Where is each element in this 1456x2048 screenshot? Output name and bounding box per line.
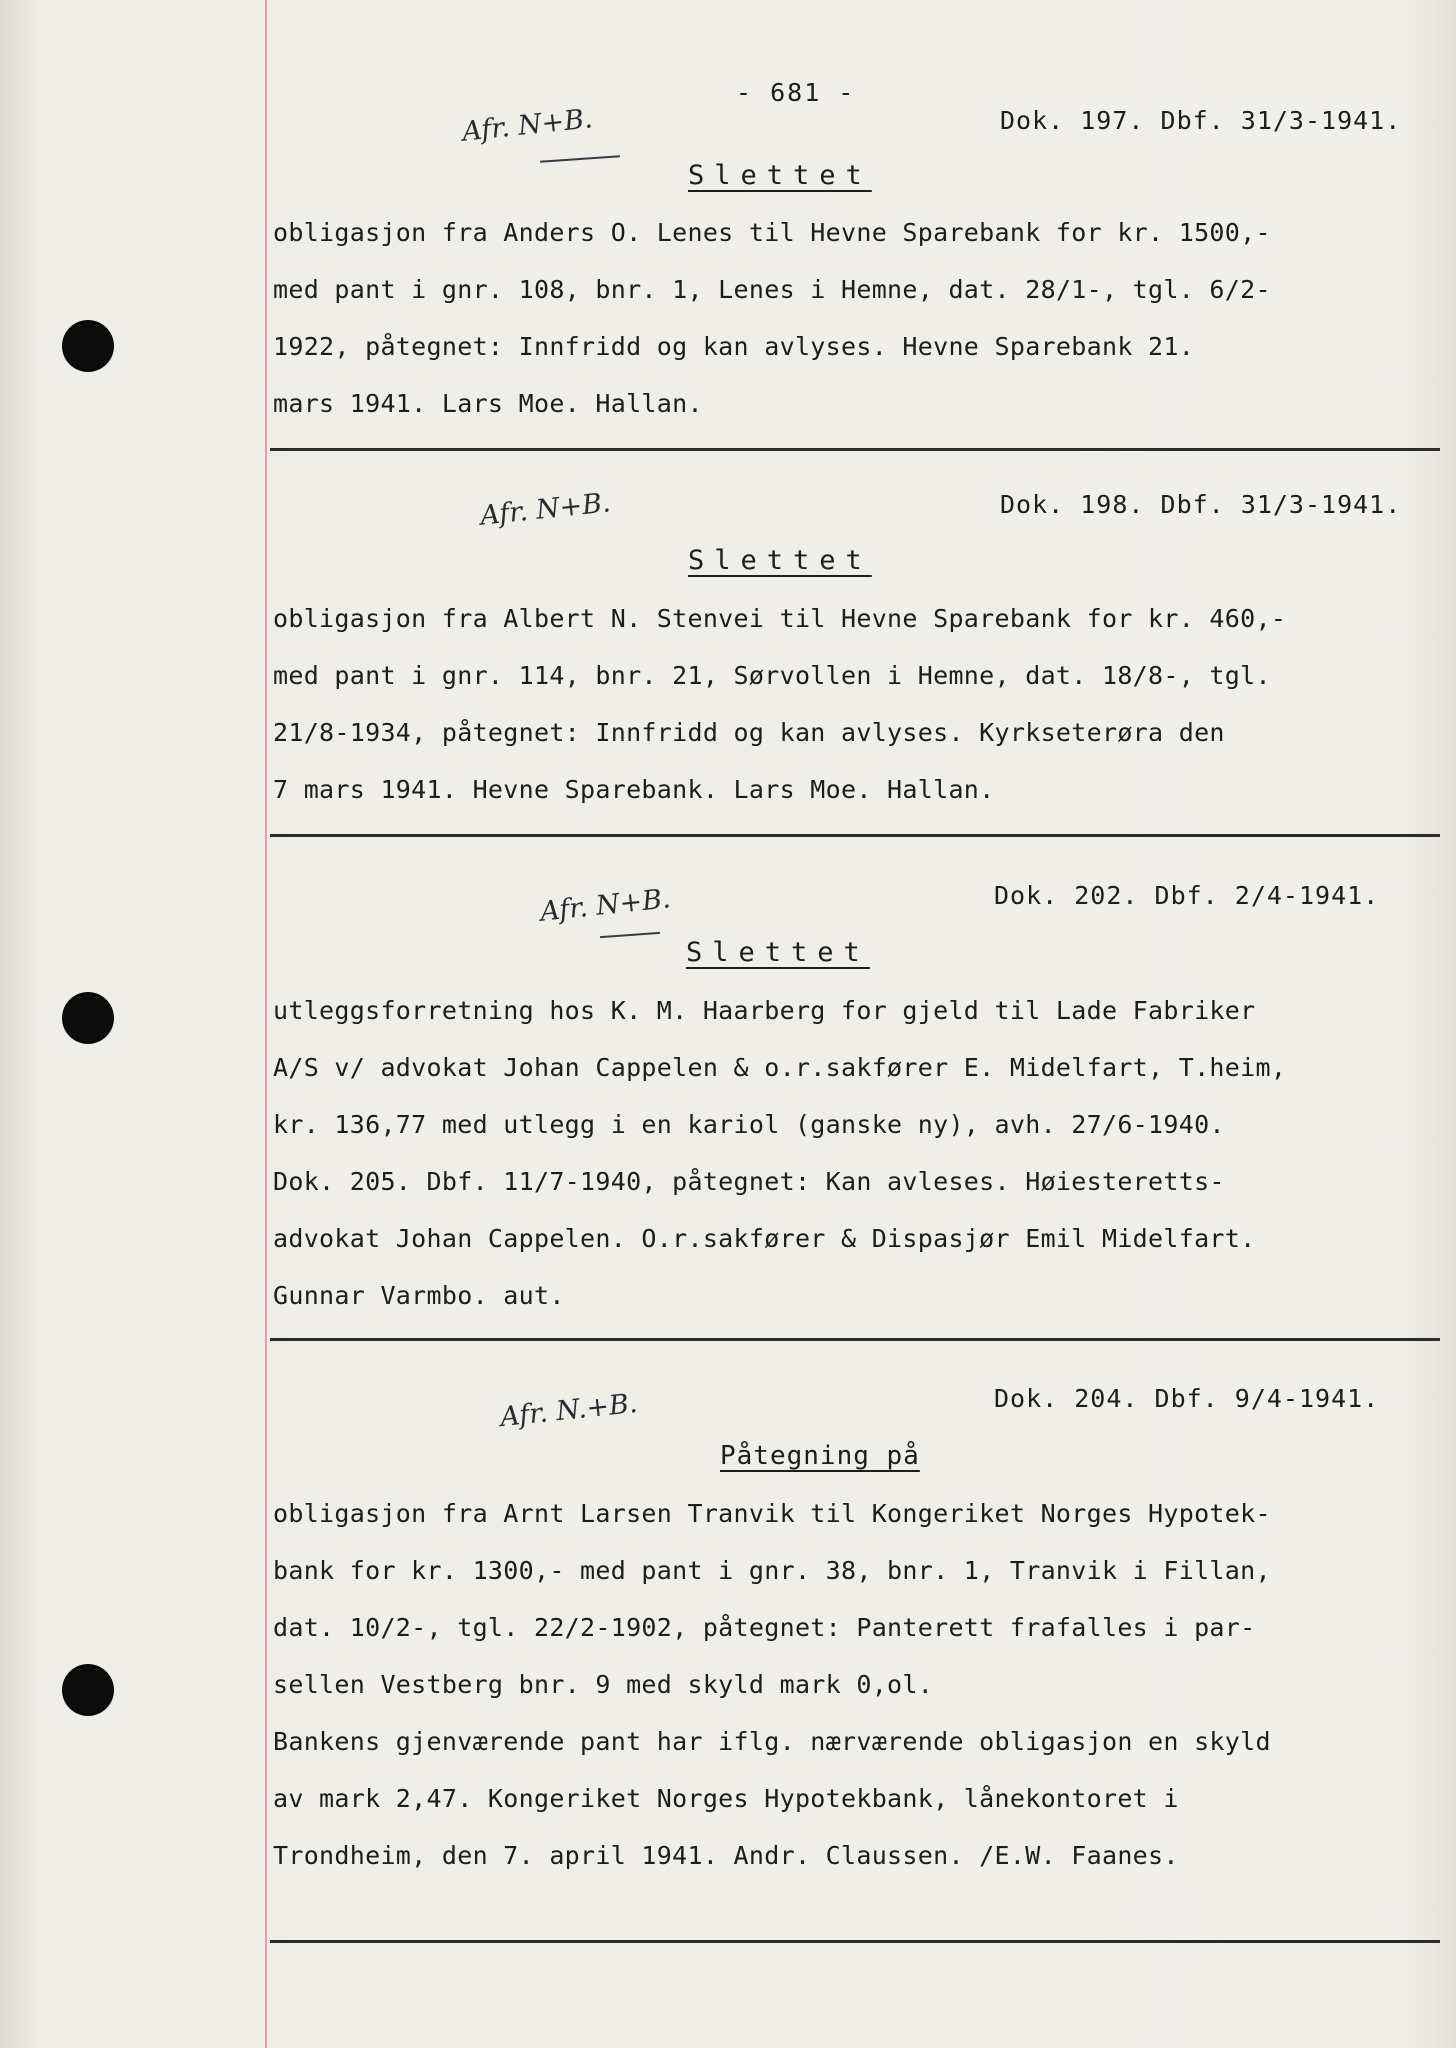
entry-divider: [270, 834, 1440, 837]
margin-line: [265, 0, 267, 2048]
entry-1-margin-note: Afr. N+B.: [460, 103, 595, 148]
entry-4-line: bank for kr. 1300,- med pant i gnr. 38, bnr. 1, Tranvik i Fillan,: [273, 1556, 1271, 1585]
entry-divider: [270, 1940, 1440, 1943]
entry-3-line: A/S v/ advokat Johan Cappelen & o.r.sakfører E. Midelfart, T.heim,: [273, 1053, 1287, 1082]
entry-4-line: obligasjon fra Arnt Larsen Tranvik til Kongeriket Norges Hypotek-: [273, 1499, 1271, 1528]
entry-1-heading: Slettet: [688, 160, 872, 191]
entry-2-line: 7 mars 1941. Hevne Sparebank. Lars Moe. Hallan.: [273, 775, 995, 804]
entry-1-line: med pant i gnr. 108, bnr. 1, Lenes i Hemne, dat. 28/1-, tgl. 6/2-: [273, 275, 1271, 304]
entry-3-doc-ref: Dok. 202. Dbf. 2/4-1941.: [994, 881, 1380, 910]
entry-3-line: Gunnar Varmbo. aut.: [273, 1281, 565, 1310]
entry-2-margin-note: Afr. N+B.: [478, 487, 613, 532]
entry-4-doc-ref: Dok. 204. Dbf. 9/4-1941.: [994, 1384, 1380, 1413]
margin-note-underline: [540, 155, 620, 163]
page-number: - 681 -: [736, 78, 856, 107]
entry-2-line: med pant i gnr. 114, bnr. 21, Sørvollen i Hemne, dat. 18/8-, tgl.: [273, 661, 1271, 690]
entry-4-line: sellen Vestberg bnr. 9 med skyld mark 0,ol.: [273, 1670, 934, 1699]
entry-1-doc-ref: Dok. 197. Dbf. 31/3-1941.: [1000, 106, 1402, 135]
entry-4-margin-note: Afr. N.+B.: [498, 1387, 639, 1434]
entry-1-line: mars 1941. Lars Moe. Hallan.: [273, 389, 703, 418]
entry-1-line: 1922, påtegnet: Innfridd og kan avlyses. Hevne Sparebank 21.: [273, 332, 1195, 361]
entry-1-line: obligasjon fra Anders O. Lenes til Hevne Sparebank for kr. 1500,-: [273, 218, 1271, 247]
entry-2-doc-ref: Dok. 198. Dbf. 31/3-1941.: [1000, 490, 1402, 519]
entry-4-line: Bankens gjenværende pant har iflg. nærværende obligasjon en skyld: [273, 1727, 1271, 1756]
entry-4-line: av mark 2,47. Kongeriket Norges Hypotekbank, lånekontoret i: [273, 1784, 1179, 1813]
entry-4-line: Trondheim, den 7. april 1941. Andr. Claussen. /E.W. Faanes.: [273, 1841, 1179, 1870]
entry-2-heading: Slettet: [688, 545, 872, 576]
entry-3-line: utleggsforretning hos K. M. Haarberg for gjeld til Lade Fabriker: [273, 996, 1256, 1025]
punch-hole: [62, 320, 114, 372]
punch-hole: [62, 992, 114, 1044]
entry-3-line: advokat Johan Cappelen. O.r.sakfører & Dispasjør Emil Midelfart.: [273, 1224, 1256, 1253]
entry-divider: [270, 1338, 1440, 1341]
entry-2-line: 21/8-1934, påtegnet: Innfridd og kan avlyses. Kyrkseterøra den: [273, 718, 1225, 747]
entry-4-heading: Påtegning på: [720, 1441, 920, 1471]
entry-4-line: dat. 10/2-, tgl. 22/2-1902, påtegnet: Panterett frafalles i par-: [273, 1613, 1256, 1642]
entry-3-line: Dok. 205. Dbf. 11/7-1940, påtegnet: Kan avleses. Høiesteretts-: [273, 1167, 1225, 1196]
entry-divider: [270, 448, 1440, 451]
entry-2-line: obligasjon fra Albert N. Stenvei til Hevne Sparebank for kr. 460,-: [273, 604, 1287, 633]
margin-note-underline: [600, 932, 660, 938]
entry-3-heading: Slettet: [686, 937, 870, 968]
entry-3-line: kr. 136,77 med utlegg i en kariol (ganske ny), avh. 27/6-1940.: [273, 1110, 1225, 1139]
entry-3-margin-note: Afr. N+B.: [538, 883, 673, 928]
punch-hole: [62, 1664, 114, 1716]
